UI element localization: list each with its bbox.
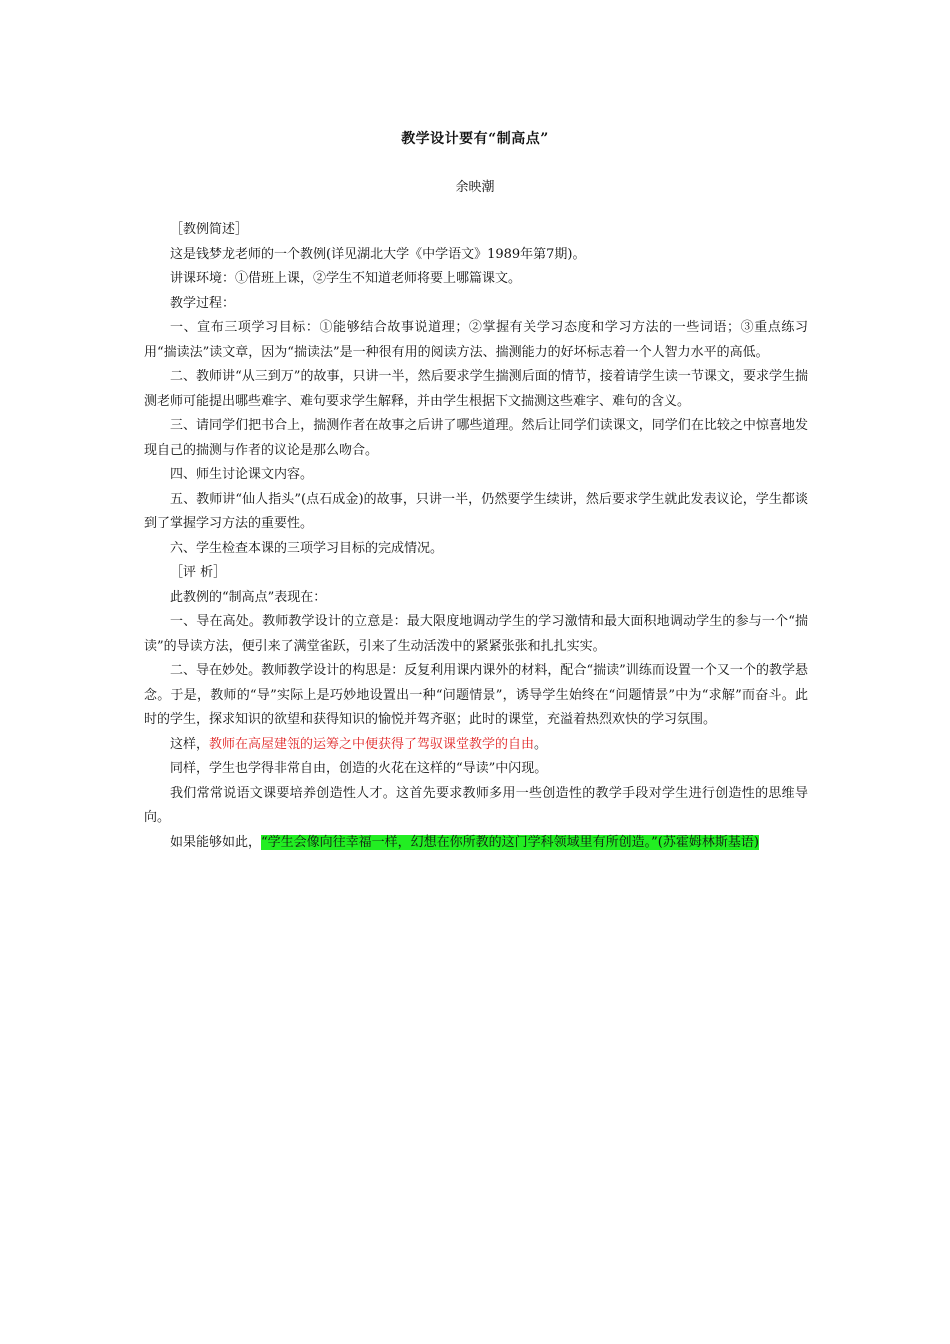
paragraph: 讲课环境：①借班上课，②学生不知道老师将要上哪篇课文。 [170,271,522,286]
paragraph: 同样，学生也学得非常自由，创造的火花在这样的“导读”中闪现。 [170,761,548,776]
paragraph: 三、请同学们把书合上，揣测作者在故事之后讲了哪些道理。然后让同学们读课文，同学们在比较之中惊喜地发现自己的揣测与作者的议论是那么吻合。 [144,418,808,458]
paragraph: 此教例的“制高点”表现在： [170,589,327,605]
paragraph-with-emphasis [144,733,808,758]
paragraph: 四、师生讨论课文内容。 [170,467,314,482]
paragraph: 一、宣布三项学习目标：①能够结合故事说道理；②掌握有关学习态度和学习方法的一些词语；③重点练习用“揣读法”读文章，因为“揣读法”是一种很有用的阅读方法、揣测能力的好坏标志着一个人智力水平的高低。 [144,320,808,360]
document-author: 余映潮 [455,180,495,195]
paragraph: ［评 析］ [170,565,227,580]
paragraph: 二、教师讲“从三到万”的故事，只讲一半，然后要求学生揣测后面的情节，接着请学生读一节课文，要求学生揣测老师可能提出哪些难字、难句要求学生解释，并由学生根据下文揣测这些难字、难句的含义。 [144,369,808,409]
paragraph: 这是钱梦龙老师的一个教例(详见湖北大学《中学语文》1989年第7期)。 [170,246,586,262]
paragraph-with-highlight [144,831,808,856]
highlighted-quote: “学生会像向往幸福一样，幻想在你所教的这门学科领域里有所创造。”(苏霍姆林斯基语) [261,834,759,850]
paragraph: 教学过程： [170,295,236,311]
paragraph: ［教例简述］ [170,222,249,237]
paragraph: 我们常常说语文课要培养创造性人才。这首先要求教师多用一些创造性的教学手段对学生进行创造性的思维导向。 [144,785,808,825]
paragraph: 二、导在妙处。教师教学设计的构思是：反复利用课内课外的材料，配合“揣读”训练而设置一个又一个的教学悬念。于是，教师的“导”实际上是巧妙地设置出一种“问题情景”，诱导学生始终在“问题情景”中为“求解”而奋斗。此时的学生，探求知识的欲望和获得知识的愉悦并驾齐驱；此时的课堂，充溢着热烈欢快的学习氛围。 [144,663,808,727]
paragraph: 五、教师讲“仙人指头”(点石成金)的故事，只讲一半，仍然要学生续讲，然后要求学生就此发表议论，学生都谈到了掌握学习方法的重要性。 [144,491,808,531]
paragraph-lead: 如果能够如此， [170,834,262,850]
emphasis-text: 教师在高屋建瓴的运筹之中便获得了驾驭课堂教学的自由 [209,736,535,752]
paragraph: 六、学生检查本课的三项学习目标的完成情况。 [170,540,444,556]
paragraph-tail: 。 [534,736,548,752]
document-body [144,218,808,855]
paragraph: 一、导在高处。教师教学设计的立意是：最大限度地调动学生的学习激情和最大面积地调动学生的参与一个“揣读”的导读方法，便引来了满堂雀跃，引来了生动活泼中的紧紧张张和扎扎实实。 [144,614,808,654]
document-title: 教学设计要有“制高点” [401,131,549,147]
paragraph-lead: 这样， [170,736,210,752]
